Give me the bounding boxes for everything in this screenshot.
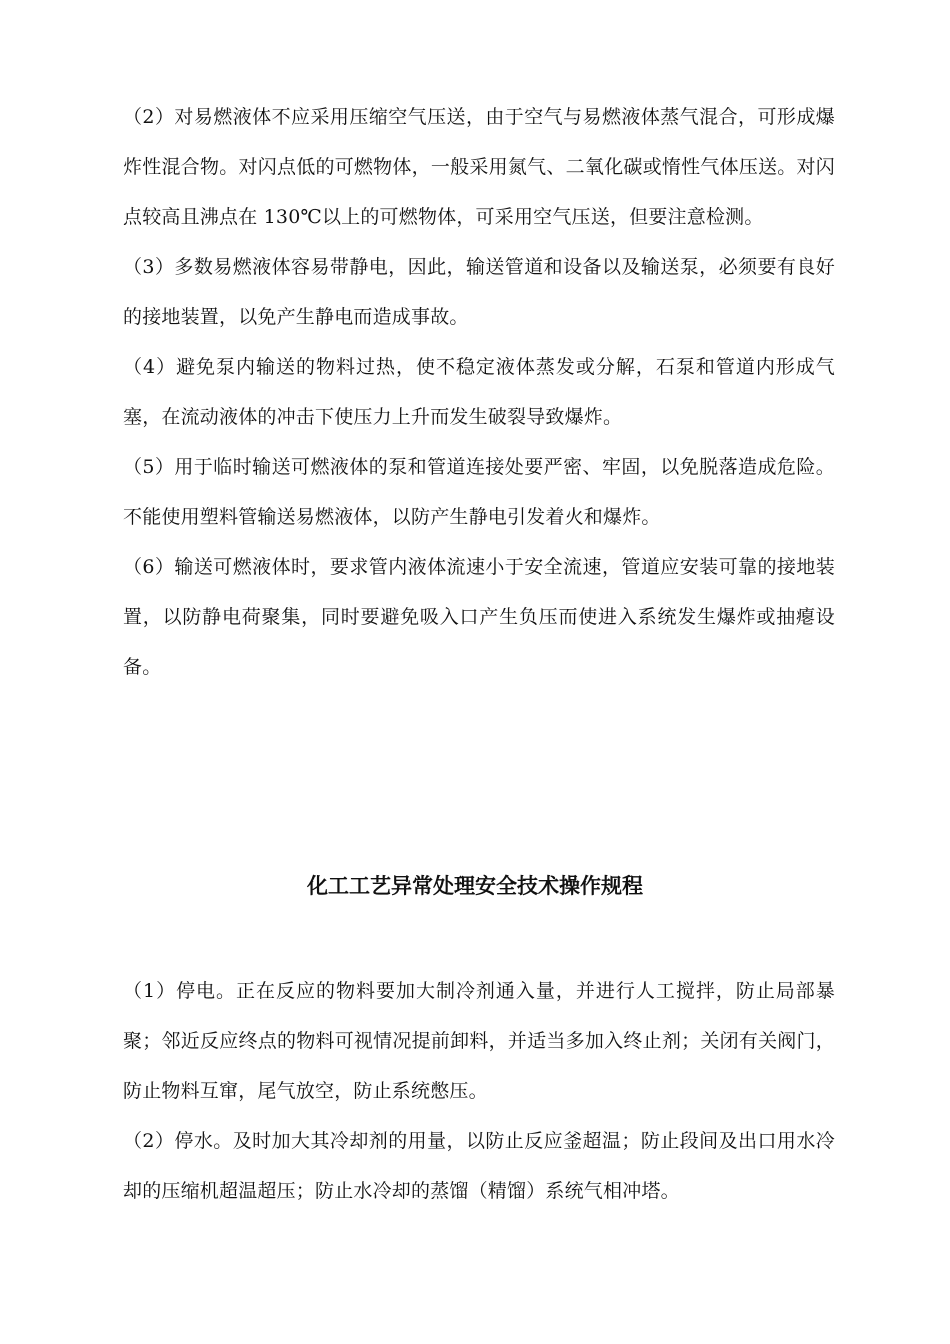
paragraph-water-outage: （2）停水。及时加大其冷却剂的用量，以防止反应釜超温；防止段间及出口用水冷却的压缩机超温超压；防止水冷却的蒸馏（精馏）系统气相冲塔。 [123,1130,835,1202]
safety-section-liquid-transport [123,92,835,692]
paragraph-item-5: （5）用于临时输送可燃液体的泵和管道连接处要严密、牢固，以免脱落造成危险。不能使用塑料管输送易燃液体，以防产生静电引发着火和爆炸。 [123,456,835,528]
paragraph-item-3: （3）多数易燃液体容易带静电，因此，输送管道和设备以及输送泵，必须要有良好的接地装置，以免产生静电而造成事故。 [123,256,835,328]
section-title: 化工工艺异常处理安全技术操作规程 [307,873,643,898]
paragraph-power-outage: （1）停电。正在反应的物料要加大制冷剂通入量，并进行人工搅拌，防止局部暴聚；邻近反应终点的物料可视情况提前卸料，并适当多加入终止剂；关闭有关阀门，防止物料互窜，尾气放空，防止系统憋压。 [123,980,835,1102]
paragraph-item-6: （6）输送可燃液体时，要求管内液体流速小于安全流速，管道应安装可靠的接地装置，以防静电荷聚集，同时要避免吸入口产生负压而使进入系统发生爆炸或抽瘪设备。 [123,556,835,678]
paragraph-item-4: （4）避免泵内输送的物料过热，使不稳定液体蒸发或分解，石泵和管道内形成气塞，在流动液体的冲击下使压力上升而发生破裂导致爆炸。 [123,356,835,428]
paragraph-item-2: （2）对易燃液体不应采用压缩空气压送，由于空气与易燃液体蒸气混合，可形成爆炸性混合物。对闪点低的可燃物体，一般采用氮气、二氧化碳或惰性气体压送。对闪点较高且沸点在 130℃以上的可燃物体，可采用空气压送，但要注意检测。 [123,106,835,228]
safety-section-process-abnormal [123,966,835,1216]
